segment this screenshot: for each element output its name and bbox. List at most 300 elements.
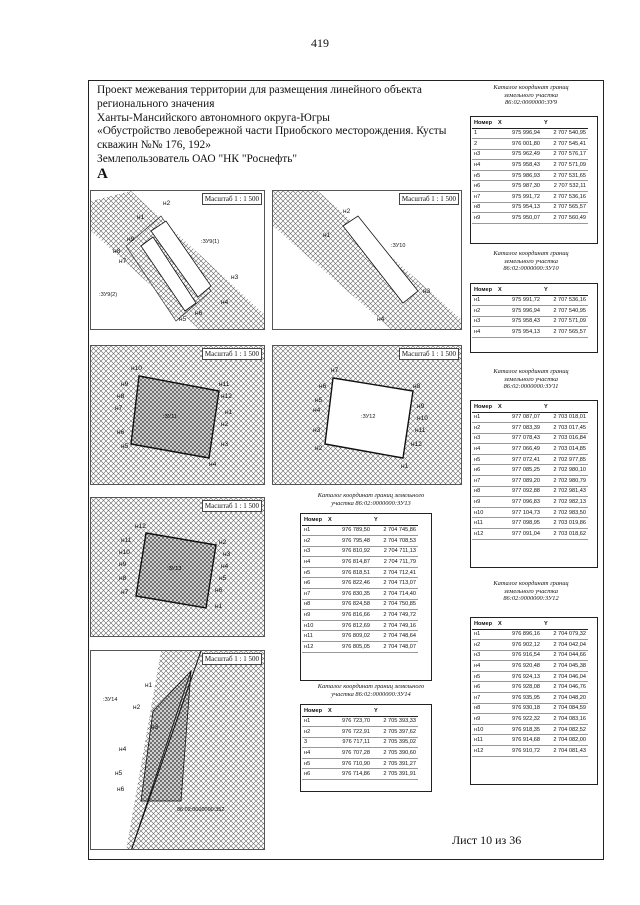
point-label: н12 [411,441,422,448]
y-coordinate-cell: 2 704 711,13 [372,546,418,557]
x-coordinate-cell: 976 789,50 [326,525,372,536]
y-coordinate-cell: 2 704 079,32 [542,629,588,640]
table-row [472,746,588,757]
point-label: н7 [121,589,129,596]
x-coordinate-cell: 976 814,87 [326,557,372,568]
point-number-cell: н7 [472,693,496,704]
point-label: н1 [145,682,153,689]
caption-zu9 [465,84,597,107]
x-coordinate-cell: 976 914,68 [496,735,542,746]
point-label: н3 [231,274,239,281]
point-number-cell: н12 [472,529,496,540]
point-label: н5 [179,316,187,323]
point-number-cell: н10 [302,620,326,631]
x-coordinate-cell: 976 812,69 [326,620,372,631]
scale-label: Масштаб 1 : 1 500 [202,500,262,512]
scale-label: Масштаб 1 : 1 500 [202,193,262,205]
x-coordinate-cell: 976 822,46 [326,578,372,589]
table-row [472,327,588,338]
table-row [472,139,588,150]
point-label: н6 [117,429,125,436]
x-coordinate-cell: 976 818,51 [326,567,372,578]
point-number-cell: н5 [472,454,496,465]
x-coordinate-cell: 975 954,13 [496,327,542,338]
point-number-cell: н6 [302,578,326,589]
table-row [472,465,588,476]
table-row [302,716,418,727]
y-coordinate-cell: 2 705 391,27 [372,758,418,769]
point-label: н5 [115,770,123,777]
x-coordinate-cell: 975 958,43 [496,316,542,327]
table-row [472,693,588,704]
point-label: н2 [219,539,227,546]
caption-line: земельного участка [504,587,558,595]
point-number-cell: н6 [472,682,496,693]
y-coordinate-cell: 2 704 044,66 [542,650,588,661]
caption-zu13 [286,492,456,507]
x-coordinate-cell: 976 916,54 [496,650,542,661]
point-label: н2 [221,421,229,428]
point-label: н8 [117,393,125,400]
point-number-cell: н6 [472,465,496,476]
point-number-cell: н3 [472,149,496,160]
table-row [302,578,418,589]
x-coordinate-cell: 975 958,43 [496,160,542,171]
point-label: н8 [113,248,121,255]
x-coordinate-cell: 976 714,86 [326,769,372,780]
y-coordinate-cell: 2 707 545,41 [542,139,588,150]
point-number-cell: н4 [472,661,496,672]
caption-zu11 [465,368,597,391]
point-number-cell: н4 [302,557,326,568]
column-header: Y [542,619,588,629]
point-number-cell: н9 [302,610,326,621]
point-number-cell: 2 [472,139,496,150]
map-zu14 [90,650,265,850]
point-number-cell: н3 [472,433,496,444]
point-number-cell: н2 [302,536,326,547]
y-coordinate-cell: 2 705 397,62 [372,727,418,738]
caption-line: участка 86:02:0000000:ЗУ13 [331,499,411,507]
point-label: н4 [209,461,217,468]
point-label: н4 [119,746,127,753]
point-label: н2 [163,200,171,207]
caption-zu10 [465,250,597,273]
caption-line: Каталог координат границ [493,368,569,375]
table-row [472,433,588,444]
column-header: Номер [472,619,496,629]
point-label: н7 [119,258,127,265]
x-coordinate-cell: 975 987,30 [496,181,542,192]
y-coordinate-cell: 2 704 745,86 [372,525,418,536]
scale-label: Масштаб 1 : 1 500 [202,653,262,665]
table-row [472,650,588,661]
point-number-cell: н5 [302,567,326,578]
caption-line: 86:02:0000000:ЗУ9 [504,99,558,107]
table-row [302,525,418,536]
x-coordinate-cell: 976 928,08 [496,682,542,693]
y-coordinate-cell: 2 704 749,16 [372,620,418,631]
table-row [302,610,418,621]
point-number-cell: н6 [302,769,326,780]
point-number-cell: н5 [472,170,496,181]
y-coordinate-cell: 2 703 014,85 [542,444,588,455]
point-number-cell: н4 [472,160,496,171]
area-label: :ЗУ9(1) [201,239,220,245]
point-label: н1 [225,409,233,416]
point-number-cell: н11 [472,518,496,529]
point-number-cell: н8 [302,599,326,610]
x-coordinate-cell: 977 085,25 [496,465,542,476]
x-coordinate-cell: 977 089,20 [496,476,542,487]
map-zu13 [90,497,265,637]
point-number-cell: н1 [472,629,496,640]
table-row [472,454,588,465]
point-label: н5 [121,443,129,450]
x-coordinate-cell: 977 104,73 [496,507,542,518]
y-coordinate-cell: 2 707 571,09 [542,316,588,327]
point-number-cell: 3 [302,737,326,748]
x-coordinate-cell: 975 996,94 [496,128,542,139]
point-number-cell: н1 [302,525,326,536]
title-line: Землепользователь ОАО "НК "Роснефть" [97,152,298,165]
point-number-cell: н9 [472,497,496,508]
point-number-cell: н5 [472,671,496,682]
y-coordinate-cell: 2 705 395,02 [372,737,418,748]
y-coordinate-cell: 2 707 565,57 [542,327,588,338]
point-number-cell: н3 [472,650,496,661]
x-coordinate-cell: 976 922,32 [496,714,542,725]
point-label: н8 [119,575,127,582]
table-row [472,703,588,714]
table-row [472,423,588,434]
area-label: :ЗУ13 [167,566,182,572]
x-coordinate-cell: 977 072,41 [496,454,542,465]
y-coordinate-cell: 2 703 017,45 [542,423,588,434]
caption-line: земельного участка [504,91,558,99]
x-coordinate-cell: 977 087,07 [496,412,542,423]
y-coordinate-cell: 2 704 083,16 [542,714,588,725]
column-header: X [496,402,542,412]
column-header: X [496,285,542,295]
y-coordinate-cell: 2 704 713,07 [372,578,418,589]
y-coordinate-cell: 2 704 714,40 [372,589,418,600]
table-row [302,546,418,557]
x-coordinate-cell: 977 078,43 [496,433,542,444]
point-label: н6 [319,383,327,390]
point-label: н1 [137,214,145,221]
table-row [302,737,418,748]
caption-line: Каталог координат границ земельного [317,683,425,690]
column-header: Номер [472,402,496,412]
caption-line: Каталог координат границ [493,84,569,91]
x-coordinate-cell: 976 918,35 [496,724,542,735]
point-label: н3 [221,441,229,448]
table-header-row [302,706,418,716]
y-coordinate-cell: 2 704 046,04 [542,671,588,682]
point-number-cell: н7 [472,476,496,487]
y-coordinate-cell: 2 707 536,16 [542,295,588,306]
point-number-cell: н4 [302,748,326,759]
column-header: Y [542,402,588,412]
caption-line: 86:02:0000000:ЗУ11 [503,383,559,391]
point-label: н11 [415,427,426,434]
y-coordinate-cell: 2 705 391,91 [372,769,418,780]
y-coordinate-cell: 2 707 536,16 [542,192,588,203]
table-row [472,518,588,529]
y-coordinate-cell: 2 707 532,11 [542,181,588,192]
table-row [472,128,588,139]
x-coordinate-cell: 976 805,05 [326,642,372,653]
y-coordinate-cell: 2 702 982,13 [542,497,588,508]
point-label: н9 [121,381,129,388]
table-row [472,497,588,508]
column-header: Номер [302,515,326,525]
column-header: X [326,515,372,525]
table-row [472,671,588,682]
caption-line: участка 86:02:0000000:ЗУ14 [331,690,411,698]
point-number-cell: н1 [302,716,326,727]
point-number-cell: н12 [472,746,496,757]
column-header: Y [372,515,418,525]
table-row [472,486,588,497]
point-number-cell: н2 [472,640,496,651]
x-coordinate-cell: 976 830,35 [326,589,372,600]
point-number-cell: н8 [472,703,496,714]
x-coordinate-cell: 976 810,92 [326,546,372,557]
y-coordinate-cell: 2 704 750,85 [372,599,418,610]
title-line: «Обустройство левобережной части Приобского месторождения. Кусты [97,125,447,138]
y-coordinate-cell: 2 707 576,17 [542,149,588,160]
x-coordinate-cell: 975 996,94 [496,306,542,317]
sheet-label: Лист 10 из 36 [452,833,522,847]
x-coordinate-cell: 976 723,70 [326,716,372,727]
x-coordinate-cell: 976 930,18 [496,703,542,714]
point-label: н6 [215,587,223,594]
point-number-cell: н10 [472,507,496,518]
x-coordinate-cell: 976 722,91 [326,727,372,738]
table-row [472,476,588,487]
point-number-cell: н6 [472,181,496,192]
y-coordinate-cell: 2 704 712,41 [372,567,418,578]
area-label: :ЗУ10 [391,243,406,249]
table-zu12 [472,619,588,757]
y-coordinate-cell: 2 704 748,07 [372,642,418,653]
map-zu11 [90,345,265,485]
table-row [472,714,588,725]
page-number: 419 [311,36,329,50]
area-label: :ЗУ11 [163,414,177,420]
y-coordinate-cell: 2 707 531,65 [542,170,588,181]
point-label: н12 [221,393,232,400]
caption-line: земельного участка [504,257,558,265]
table-zu13 [302,515,418,653]
point-number-cell: н1 [472,295,496,306]
table-header-row [472,402,588,412]
y-coordinate-cell: 2 704 048,20 [542,693,588,704]
caption-line: Каталог координат границ земельного [317,492,425,499]
table-row [472,295,588,306]
table-row [472,306,588,317]
point-label: н1 [215,603,223,610]
x-coordinate-cell: 977 096,83 [496,497,542,508]
scale-label: Масштаб 1 : 1 500 [399,348,459,360]
y-coordinate-cell: 2 704 711,79 [372,557,418,568]
y-coordinate-cell: 2 703 016,84 [542,433,588,444]
title-line: Ханты-Мансийского автономного округа-Югры [97,111,330,124]
point-number-cell: н4 [472,444,496,455]
point-label: н3 [223,551,231,558]
y-coordinate-cell: 2 705 393,33 [372,716,418,727]
x-coordinate-cell: 977 092,88 [496,486,542,497]
table-header-row [472,619,588,629]
x-coordinate-cell: 976 795,48 [326,536,372,547]
area-label: :ЗУ9(2) [99,292,118,298]
table-row [302,589,418,600]
point-number-cell: н12 [302,642,326,653]
y-coordinate-cell: 2 704 082,00 [542,735,588,746]
y-coordinate-cell: 2 707 565,57 [542,202,588,213]
table-row [472,735,588,746]
x-coordinate-cell: 976 001,80 [496,139,542,150]
y-coordinate-cell: 2 702 983,50 [542,507,588,518]
x-coordinate-cell: 976 902,12 [496,640,542,651]
point-label: н1 [323,232,331,239]
table-row [472,529,588,540]
table-row [472,316,588,327]
table-row [302,642,418,653]
point-number-cell: н9 [472,213,496,224]
area-label: :ЗУ12 [361,414,376,420]
column-header: Y [542,285,588,295]
table-row [472,202,588,213]
column-header: Номер [302,706,326,716]
north-arrow-icon: A [97,166,108,182]
point-number-cell: н7 [472,192,496,203]
point-label: н2 [315,445,323,452]
table-header-row [472,285,588,295]
caption-line: земельного участка [504,375,558,383]
title-line: скважин №№ 176, 192» [97,139,211,152]
table-row [472,724,588,735]
caption-line: Каталог координат границ [493,580,569,587]
point-number-cell: н10 [472,724,496,735]
table-row [302,727,418,738]
column-header: Номер [472,118,496,128]
y-coordinate-cell: 2 702 981,43 [542,486,588,497]
point-label: н6 [117,786,125,793]
y-coordinate-cell: 2 704 082,52 [542,724,588,735]
x-coordinate-cell: 976 717,11 [326,737,372,748]
table-row [472,213,588,224]
y-coordinate-cell: 2 704 042,04 [542,640,588,651]
x-coordinate-cell: 975 986,93 [496,170,542,181]
point-label: н3 [423,288,431,295]
point-label: н4 [221,563,229,570]
y-coordinate-cell: 2 702 980,79 [542,476,588,487]
y-coordinate-cell: 2 704 084,59 [542,703,588,714]
x-coordinate-cell: 975 962,49 [496,149,542,160]
point-label: н4 [221,299,229,306]
table-row [302,567,418,578]
point-number-cell: н4 [472,327,496,338]
point-number-cell: н11 [302,631,326,642]
table-row [302,758,418,769]
table-row [302,536,418,547]
x-coordinate-cell: 976 920,48 [496,661,542,672]
caption-zu12 [465,580,597,603]
caption-line: 86:02:0000000:ЗУ10 [503,265,559,273]
scale-label: Масштаб 1 : 1 500 [202,348,262,360]
area-label: 86:02:0000000:352 [177,807,225,813]
y-coordinate-cell: 2 704 708,53 [372,536,418,547]
point-label: н3 [151,724,159,731]
table-row [472,149,588,160]
y-coordinate-cell: 2 707 571,09 [542,160,588,171]
point-label: н3 [313,427,321,434]
y-coordinate-cell: 2 704 748,64 [372,631,418,642]
table-row [302,620,418,631]
table-zu14 [302,706,418,780]
column-header: X [326,706,372,716]
table-row [472,682,588,693]
x-coordinate-cell: 976 707,28 [326,748,372,759]
column-header: Y [372,706,418,716]
x-coordinate-cell: 976 924,13 [496,671,542,682]
point-label: н9 [127,236,135,243]
point-label: н10 [417,415,428,422]
table-row [472,661,588,672]
table-row [472,181,588,192]
x-coordinate-cell: 977 091,04 [496,529,542,540]
column-header: Y [542,118,588,128]
point-label: н2 [343,208,351,215]
title-line: Проект межевания территории для размещения линейного объекта [97,84,422,96]
map-zu9 [90,190,265,330]
point-label: н5 [315,397,323,404]
y-coordinate-cell: 2 702 980,10 [542,465,588,476]
x-coordinate-cell: 975 991,72 [496,192,542,203]
y-coordinate-cell: 2 704 749,72 [372,610,418,621]
table-header-row [302,515,418,525]
point-label: н4 [377,316,385,323]
y-coordinate-cell: 2 703 019,86 [542,518,588,529]
table-zu9 [472,118,588,224]
x-coordinate-cell: 977 083,39 [496,423,542,434]
column-header: X [496,619,542,629]
point-label: н7 [115,405,123,412]
map-zu12 [272,345,462,485]
y-coordinate-cell: 2 705 390,60 [372,748,418,759]
table-zu11 [472,402,588,540]
x-coordinate-cell: 975 954,13 [496,202,542,213]
point-number-cell: н1 [472,412,496,423]
point-number-cell: н3 [302,546,326,557]
x-coordinate-cell: 976 910,72 [496,746,542,757]
point-label: н12 [135,523,146,530]
point-label: н9 [119,561,127,568]
point-number-cell: н8 [472,486,496,497]
table-row [302,769,418,780]
point-number-cell: н2 [472,306,496,317]
table-row [472,507,588,518]
column-header: X [496,118,542,128]
x-coordinate-cell: 975 950,07 [496,213,542,224]
point-label: н4 [313,407,321,414]
point-label: н8 [413,383,421,390]
table-zu10 [472,285,588,338]
x-coordinate-cell: 977 098,95 [496,518,542,529]
